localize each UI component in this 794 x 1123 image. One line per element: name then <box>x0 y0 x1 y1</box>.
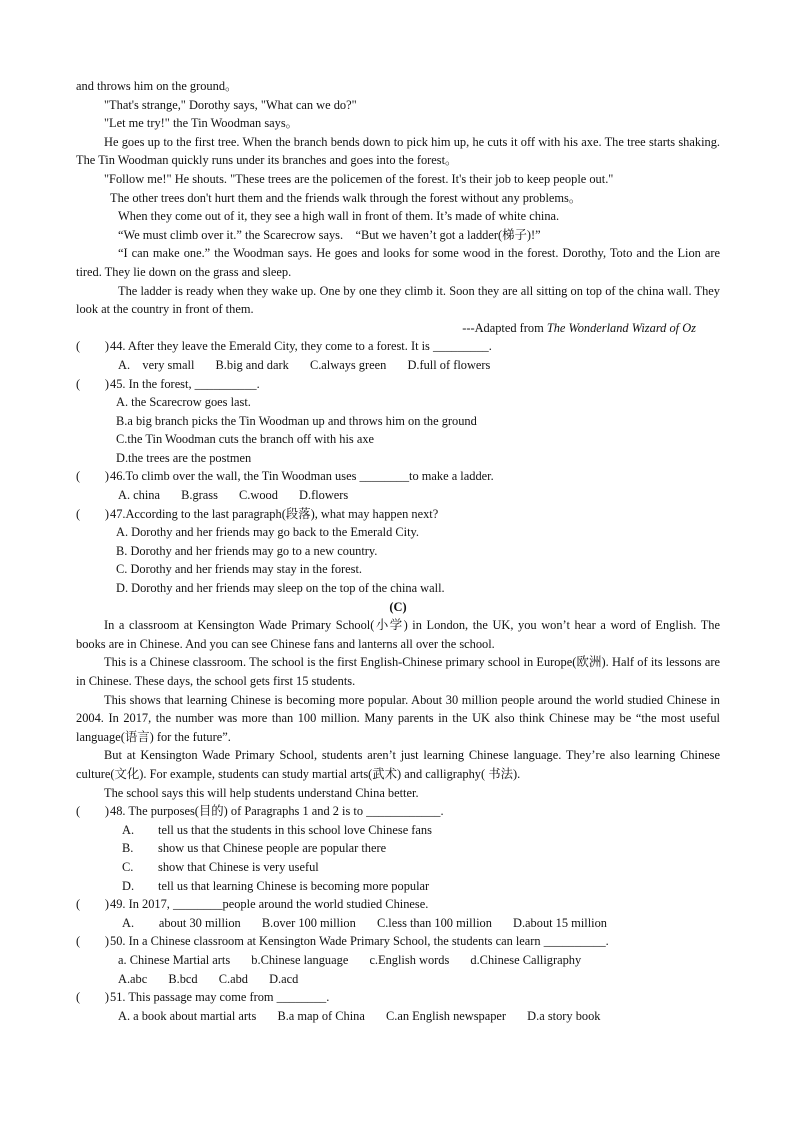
sub-option: a. Chinese Martial arts <box>118 952 231 967</box>
option[interactable]: C. Dorothy and her friends may stay in the forest. <box>116 562 363 577</box>
option[interactable]: C.an English newspaper <box>385 1008 507 1023</box>
option-letter: A. <box>122 822 135 837</box>
answer-blank[interactable]: ( ) <box>76 469 110 484</box>
option[interactable]: A. Dorothy and her friends may go back to the Emerald City. <box>116 525 420 540</box>
option-text: tell us that the students in this school love Chinese fans <box>158 822 432 837</box>
question-stem: 48. The purposes(目的) of Paragraphs 1 and 2 is to ____________. <box>110 804 444 819</box>
option-row <box>76 486 720 505</box>
option-letter: D. <box>122 878 135 893</box>
passage-line: "Follow me!" He shouts. "These trees are the policemen of the forest. It's their job to keep people out." <box>104 171 614 186</box>
passage-line: He goes up to the first tree. When the branch bends down to pick him up, he cuts it off with his axe. The tree starts shaking. The Tin Woodman quickly runs under its branches and goes into the forest。 <box>76 134 720 168</box>
question-stem: 47.According to the last paragraph(段落), what may happen next? <box>110 506 439 521</box>
paragraph: In a classroom at Kensington Wade Primary School(小学) in London, the UK, you won’t hear a word of English. The books are in Chinese. And you can see Chinese fans and lanterns all over the school. <box>76 618 720 651</box>
option[interactable] <box>76 877 720 896</box>
option[interactable]: A. china <box>118 488 160 503</box>
answer-blank[interactable]: ( ) <box>76 990 110 1005</box>
option-letter: C. <box>122 859 134 874</box>
answer-blank[interactable]: ( ) <box>76 934 110 949</box>
option-letter: B. <box>122 841 134 856</box>
option[interactable]: A. about 30 million <box>122 915 241 930</box>
option[interactable]: B. Dorothy and her friends may go to a new country. <box>116 543 378 558</box>
exam-page <box>76 77 720 1025</box>
option[interactable]: A. a book about martial arts <box>118 1008 257 1023</box>
option[interactable]: D.a story book <box>527 1008 601 1023</box>
question-47 <box>76 505 720 524</box>
passage-line: “I can make one.” the Woodman says. He goes and looks for some wood in the forest. Dorothy, Toto and the Lion are tired. They lie down on the grass and sleep. <box>76 246 720 279</box>
option[interactable]: B.over 100 million <box>261 915 356 930</box>
option[interactable]: D. Dorothy and her friends may sleep on the top of the china wall. <box>116 581 445 596</box>
option-row <box>76 970 720 989</box>
answer-blank[interactable]: ( ) <box>76 339 110 354</box>
question-stem: 49. In 2017, ________people around the world studied Chinese. <box>110 897 429 912</box>
option[interactable] <box>76 821 720 840</box>
option[interactable]: A. the Scarecrow goes last. <box>116 395 251 410</box>
sub-option: c.English words <box>369 952 450 967</box>
option[interactable]: C.wood <box>239 488 278 503</box>
question-stem: 44. After they leave the Emerald City, they come to a forest. It is _________. <box>110 339 492 354</box>
option[interactable]: D.about 15 million <box>513 915 607 930</box>
answer-blank[interactable]: ( ) <box>76 506 110 521</box>
answer-blank[interactable]: ( ) <box>76 897 110 912</box>
passage-line: "That's strange," Dorothy says, "What can we do?" <box>104 97 357 112</box>
paragraph: This is a Chinese classroom. The school is the first English-Chinese primary school in Europe(欧洲). Half of its lessons are in Chinese. These days, the school gets first 15 students. <box>76 655 720 688</box>
answer-blank[interactable]: ( ) <box>76 804 110 819</box>
option[interactable]: D.flowers <box>299 488 349 503</box>
passage-line: “We must climb over it.” the Scarecrow says. “But we haven’t got a ladder(梯子)!” <box>118 227 541 242</box>
question-49 <box>76 895 720 914</box>
option[interactable]: C.always green <box>309 357 387 372</box>
source-title: The Wonderland Wizard of Oz <box>546 320 696 335</box>
option[interactable]: D.full of flowers <box>407 357 491 372</box>
question-stem: 45. In the forest, __________. <box>110 376 260 391</box>
option-row <box>76 951 720 970</box>
option[interactable]: A.abc <box>118 971 148 986</box>
question-48 <box>76 802 720 821</box>
sub-option: b.Chinese language <box>251 952 349 967</box>
option-row <box>76 914 720 933</box>
option[interactable] <box>76 858 720 877</box>
answer-blank[interactable]: ( ) <box>76 376 110 391</box>
question-stem: 46.To climb over the wall, the Tin Woodman uses ________to make a ladder. <box>110 469 494 484</box>
option[interactable]: B.a map of China <box>277 1008 365 1023</box>
question-stem: 50. In a Chinese classroom at Kensington Wade Primary School, the students can learn __________. <box>110 934 609 949</box>
option-row <box>76 356 720 375</box>
paragraph: This shows that learning Chinese is becoming more popular. About 30 million people around the world studied Chinese in 2004. In 2017, the number was more than 100 million. Many parents in the UK also think Chinese may be “the most useful language(语言) for the future”. <box>76 692 720 744</box>
passage-line: "Let me try!" the Tin Woodman says。 <box>104 116 299 131</box>
option-text: tell us that learning Chinese is becoming more popular <box>158 878 430 893</box>
option[interactable]: B.a big branch picks the Tin Woodman up and throws him on the ground <box>116 413 477 428</box>
option[interactable]: B.big and dark <box>215 357 289 372</box>
option[interactable]: D.acd <box>269 971 299 986</box>
passage-line: The ladder is ready when they wake up. One by one they climb it. Soon they are all sitting on top of the china wall. They look at the country in front of them. <box>76 283 720 317</box>
paragraph: The school says this will help students understand China better. <box>104 785 419 800</box>
option[interactable]: C.abd <box>218 971 248 986</box>
option-text: show that Chinese is very useful <box>158 859 319 874</box>
paragraph: But at Kensington Wade Primary School, students aren’t just learning Chinese language. They’re also learning Chinese culture(文化). For example, students can study martial arts(武术) and calligraphy( 书法). <box>76 748 720 781</box>
option[interactable]: B.bcd <box>168 971 198 986</box>
passage-line: When they come out of it, they see a high wall in front of them. It’s made of white china. <box>118 209 560 224</box>
option[interactable]: D.the trees are the postmen <box>116 450 252 465</box>
question-46 <box>76 467 720 486</box>
option[interactable]: B.grass <box>181 488 218 503</box>
option[interactable]: C.less than 100 million <box>376 915 492 930</box>
option[interactable]: C.the Tin Woodman cuts the branch off with his axe <box>116 432 375 447</box>
question-stem: 51. This passage may come from ________. <box>110 990 330 1005</box>
passage-line: and throws him on the ground。 <box>76 79 238 93</box>
question-44 <box>76 337 720 356</box>
section-heading: (C) <box>389 599 407 614</box>
question-51 <box>76 988 720 1007</box>
option[interactable] <box>76 839 720 858</box>
source-prefix: ---Adapted from <box>462 320 547 335</box>
passage-line: The other trees don't hurt them and the friends walk through the forest without any problems。 <box>110 190 582 205</box>
option-row <box>76 1007 720 1026</box>
option[interactable]: A. very small <box>118 357 195 372</box>
question-45 <box>76 375 720 394</box>
passage-source <box>76 319 720 338</box>
option-text: show us that Chinese people are popular there <box>158 841 387 856</box>
sub-option: d.Chinese Calligraphy <box>470 952 582 967</box>
question-50 <box>76 932 720 951</box>
